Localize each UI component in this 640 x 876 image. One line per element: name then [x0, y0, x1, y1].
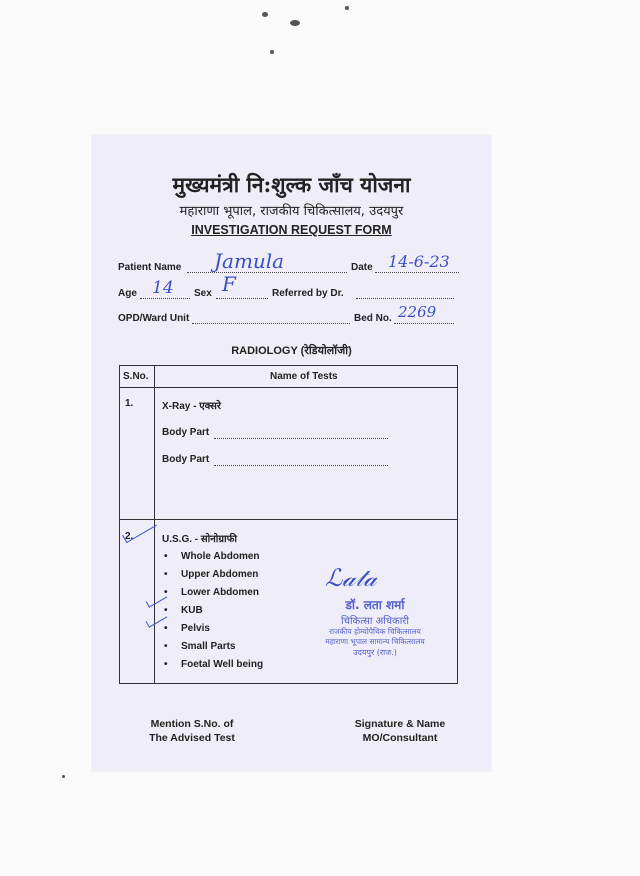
- sex-label: Sex: [194, 288, 212, 299]
- usg-option-small-parts: Small Parts: [181, 641, 236, 652]
- footer-right-text: Signature & Name MO/Consultant: [354, 718, 446, 744]
- footer-signature: [330, 717, 470, 745]
- date-label: Date: [351, 262, 373, 273]
- scan-speck: [290, 20, 300, 26]
- form-title: INVESTIGATION REQUEST FORM: [191, 223, 392, 237]
- age-label: Age: [118, 288, 137, 299]
- stamp-institution: राजकीय होम्योपैथिक चिकित्सालय: [329, 627, 421, 636]
- usg-option-whole-abdomen: Whole Abdomen: [181, 551, 260, 562]
- xray-body-part-label: Body Part: [162, 427, 210, 438]
- bed-no-label: Bed No.: [354, 313, 392, 324]
- row-1-test: X-Ray - एक्सरे: [162, 401, 222, 412]
- footer-left-text: Mention S.No. of The Advised Test: [149, 718, 235, 744]
- row-2-test: U.S.G. - सोनोग्राफी: [162, 534, 237, 545]
- bullet: •: [164, 623, 168, 634]
- date-value: 14-6-23: [388, 252, 450, 271]
- col-tests-header: Name of Tests: [270, 371, 338, 382]
- radiology-heading: RADIOLOGY (रेडियोलॉजी): [231, 345, 352, 357]
- usg-option-upper-abdomen: Upper Abdomen: [181, 569, 259, 580]
- referred-by-line: [356, 289, 454, 299]
- investigation-form-slip: [92, 135, 491, 771]
- scan-speck: [270, 50, 274, 54]
- usg-option-kub: KUB: [181, 605, 203, 616]
- stamp-doctor-name: डॉ. लता शर्मा: [345, 598, 405, 612]
- scheme-title: मुख्यमंत्री नि:शुल्क जाँच योजना: [172, 172, 411, 197]
- doctor-signature: ℒ𝒶𝓉𝒶: [325, 564, 377, 592]
- bullet: •: [164, 659, 168, 670]
- bullet: •: [164, 569, 168, 580]
- scan-speck: [262, 12, 268, 17]
- referred-by-label: Referred by Dr.: [272, 288, 344, 299]
- xray-body-part-line: [214, 429, 388, 439]
- hospital-name: महाराणा भूपाल, राजकीय चिकित्सालय, उदयपुर: [179, 204, 404, 219]
- bullet: •: [164, 551, 168, 562]
- stamp-city: उदयपुर (राज.): [353, 648, 397, 657]
- tests-table: [119, 365, 458, 684]
- opd-ward-label: OPD/Ward Unit: [118, 313, 190, 324]
- row-1-sno: 1.: [125, 398, 134, 409]
- patient-name-value: Jamula: [214, 249, 285, 273]
- doctor-stamp: [300, 596, 450, 658]
- col-sno-header: S.No.: [123, 371, 149, 382]
- stamp-hospital: महाराणा भूपाल सामान्य चिकित्सालय: [325, 637, 425, 646]
- scan-speck: [345, 6, 349, 10]
- row-2-sno: 2.: [125, 531, 134, 542]
- xray-body-part-line: [214, 456, 388, 466]
- opd-ward-line: [192, 314, 350, 324]
- usg-option-pelvis: Pelvis: [181, 623, 210, 634]
- sex-value: F: [222, 272, 236, 296]
- usg-option-lower-abdomen: Lower Abdomen: [181, 587, 259, 598]
- age-value: 14: [152, 278, 174, 298]
- usg-option-foetal-well-being: Foetal Well being: [181, 659, 264, 670]
- stamp-designation: चिकित्सा अधिकारी: [341, 616, 409, 627]
- bed-no-value: 2269: [398, 303, 437, 321]
- table-row-divider: [120, 519, 457, 520]
- xray-body-part-label: Body Part: [162, 454, 210, 465]
- patient-name-label: Patient Name: [118, 262, 182, 273]
- table-header-divider: [120, 387, 457, 388]
- footer-mention-sno: [132, 717, 252, 745]
- bullet: •: [164, 605, 168, 616]
- bullet: •: [164, 587, 168, 598]
- bullet: •: [164, 641, 168, 652]
- scan-speck: [62, 775, 65, 778]
